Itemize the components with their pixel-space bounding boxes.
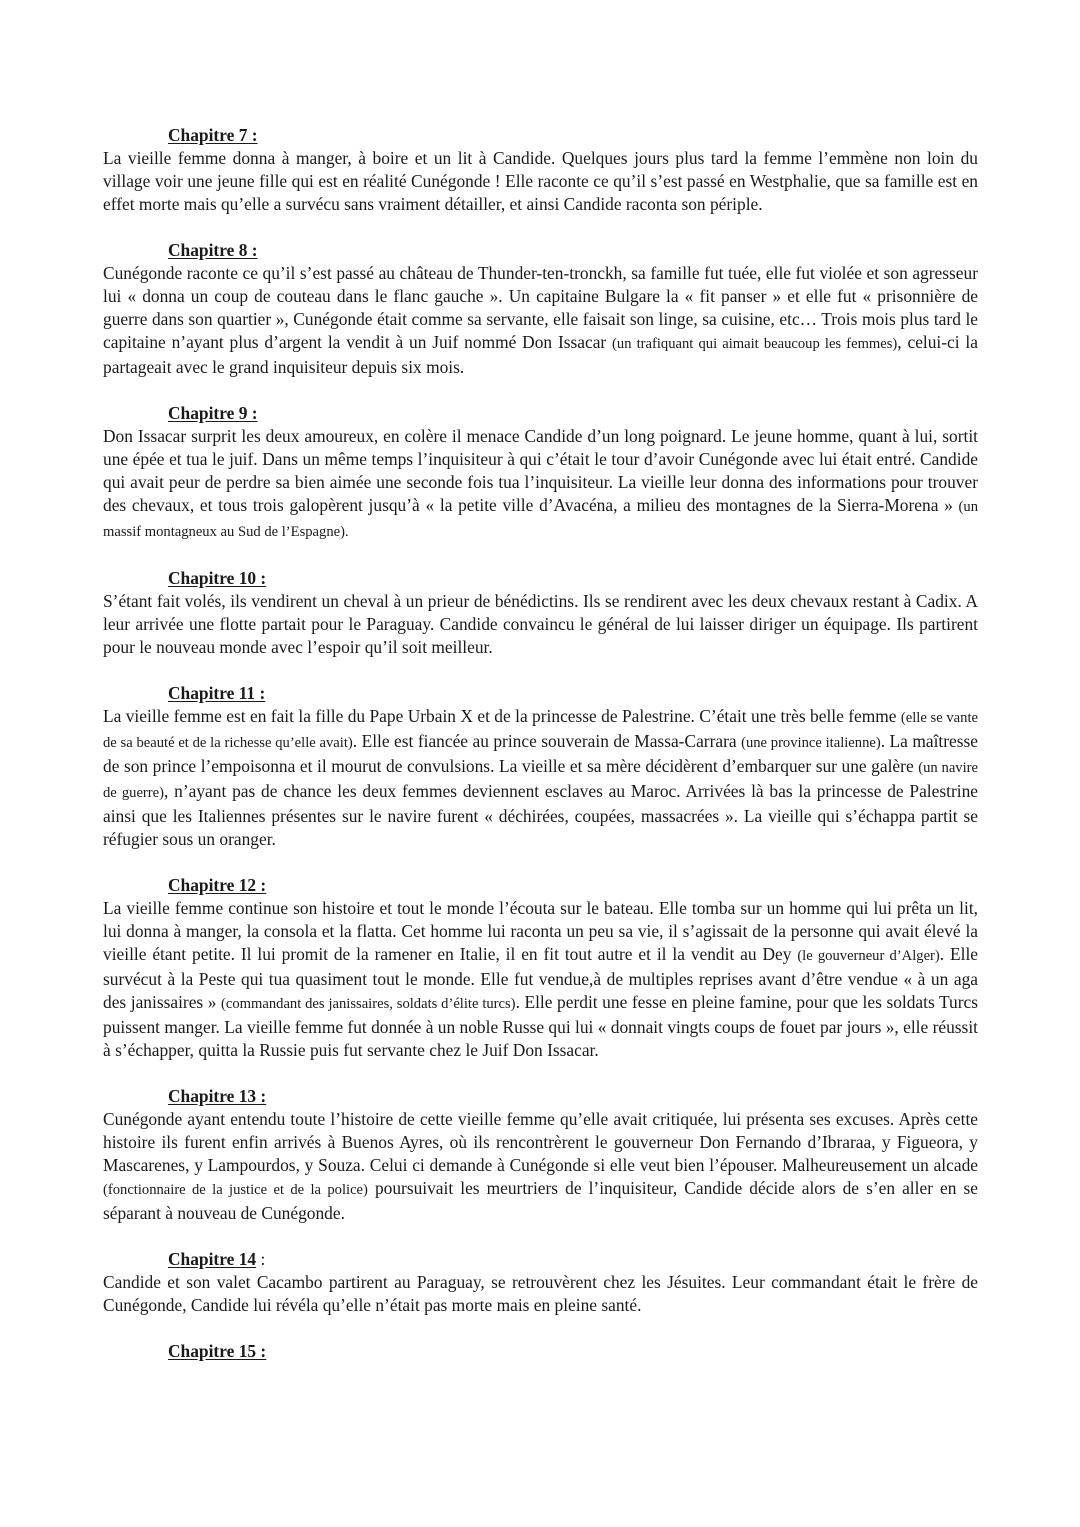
- chapter-summary: [103, 425, 978, 544]
- explanatory-note: (une province italienne): [741, 735, 881, 751]
- explanatory-note: (fonctionnaire de la justice et de la police): [103, 1182, 368, 1198]
- explanatory-note: (commandant des janissaires, soldats d’élite turcs): [221, 996, 516, 1012]
- document-content: [103, 124, 978, 1386]
- summary-text: Cunégonde ayant entendu toute l’histoire de cette vieille femme qu’elle avait critiquée, lui présenta ses excuses. Après cette histoire ils furent enfin arrivés à Buenos Ayres, où ils rencontrèrent le gouverneur Don Fernando d’Ibraraa, y Figueora, y Mascarenes, y Lampourdos, y Souza. Celui ci demande à Cunégonde si elle veut bien l’épouser. Malheureusement un alcade: [103, 1109, 978, 1175]
- chapter-section: [103, 402, 978, 544]
- chapter-title: Chapitre 13 :: [168, 1086, 267, 1106]
- chapter-heading: [103, 567, 978, 590]
- chapter-heading: [103, 1085, 978, 1108]
- explanatory-note: (un massif montagneux au Sud de l’Espagne).: [103, 499, 978, 540]
- chapter-heading: [103, 402, 978, 425]
- chapter-summary: [103, 1108, 978, 1225]
- chapter-title: Chapitre 14: [168, 1249, 257, 1269]
- summary-text: , n’ayant pas de chance les deux femmes deviennent esclaves au Maroc. Arrivées là bas la princesse de Palestrine ainsi que les Italiennes présentes sur le navire furent « déchirées, coupées, massacrées ». La vieille qui s’échappa partit se réfugier sous un oranger.: [103, 781, 978, 849]
- chapter-summary: [103, 897, 978, 1062]
- chapter-title: Chapitre 11 :: [168, 683, 266, 703]
- chapter-summary: [103, 262, 978, 379]
- summary-text: Candide et son valet Cacambo partirent au Paraguay, se retrouvèrent chez les Jésuites. Leur commandant était le frère de Cunégonde, Candide lui révéla qu’elle n’était pas morte mais en pleine santé.: [103, 1272, 978, 1315]
- explanatory-note: (un navire de guerre): [103, 760, 978, 801]
- summary-text: . Elle perdit une fesse en pleine famine, pour que les soldats Turcs puissent manger. La vieille femme fut donnée à un noble Russe qui lui « donnait vingts coups de fouet par jours », elle réussit à s’échapper, quitta la Russie puis fut servante chez le Juif Don Issacar.: [103, 992, 978, 1060]
- chapter-heading: [103, 124, 978, 147]
- explanatory-note: (elle se vante de sa beauté et de la richesse qu’elle avait): [103, 710, 978, 751]
- summary-text: . Elle survécut à la Peste qui tua quasiment tout le monde. Elle fut vendue,à de multiples reprises avant d’être vendue « à un aga des janissaires »: [103, 944, 978, 1012]
- chapter-section: [103, 682, 978, 851]
- chapter-section: [103, 124, 978, 216]
- chapter-section: [103, 874, 978, 1062]
- chapter-section: [103, 239, 978, 379]
- chapter-section: [103, 1085, 978, 1225]
- chapter-section: [103, 567, 978, 659]
- chapter-heading: [103, 239, 978, 262]
- chapter-heading: [103, 682, 978, 705]
- chapter-heading: [103, 1248, 978, 1271]
- chapter-summary: [103, 1271, 978, 1317]
- chapter-title: Chapitre 12 :: [168, 875, 267, 895]
- chapter-title: Chapitre 7 :: [168, 125, 258, 145]
- chapter-summary: [103, 705, 978, 851]
- chapter-title: Chapitre 9 :: [168, 403, 258, 423]
- chapter-summary: [103, 147, 978, 216]
- summary-text: poursuivait les meurtriers de l’inquisiteur, Candide décide alors de s’en aller en se séparant à nouveau de Cunégonde.: [103, 1178, 978, 1223]
- chapter-heading: [103, 1340, 978, 1363]
- summary-text: La vieille femme est en fait la fille du Pape Urbain X et de la princesse de Palestrine. C’était une très belle femme: [103, 706, 901, 726]
- summary-text: S’étant fait volés, ils vendirent un cheval à un prieur de bénédictins. Ils se rendirent avec les deux chevaux restant à Cadix. A leur arrivée une flotte partait pour le Paraguay. Candide convaincu le général de lui laisser diriger un équipage. Ils partirent pour le nouveau monde avec l’espoir qu’il soit meilleur.: [103, 591, 978, 657]
- chapter-heading: [103, 874, 978, 897]
- chapter-title: Chapitre 8 :: [168, 240, 258, 260]
- explanatory-note: (le gouverneur d’Alger): [797, 948, 940, 964]
- chapter-section: [103, 1340, 978, 1363]
- summary-text: Don Issacar surprit les deux amoureux, en colère il menace Candide d’un long poignard. Le jeune homme, quant à lui, sortit une épée et tua le juif. Dans un même temps l’inquisiteur à qui c’était le tour d’avoir Cunégonde avec lui était entré. Candide qui avait peur de perdre sa bien aimée une seconde fois tua l’inquisiteur. La vieille leur donna des informations pour trouver des chevaux, et tous trois galopèrent jusqu’à « la petite ville d’Avacéna, a milieu des montagnes de la Sierra-Morena »: [103, 426, 978, 515]
- summary-text: La vieille femme continue son histoire et tout le monde l’écouta sur le bateau. Elle tomba sur un homme qui lui prêta un lit, lui donna à manger, la consola et la flatta. Cet homme lui raconta un peu sa vie, il s’agissait de la personne qui avait élevé la vieille étant petite. Il lui promit de la ramener en Italie, il en fit tout autre et il la vendit au Dey: [103, 898, 978, 964]
- explanatory-note: (un trafiquant qui aimait beaucoup les femmes): [612, 336, 898, 352]
- chapter-title: Chapitre 10 :: [168, 568, 267, 588]
- chapter-title-suffix: :: [256, 1249, 266, 1269]
- chapter-section: [103, 1248, 978, 1317]
- summary-text: La vieille femme donna à manger, à boire et un lit à Candide. Quelques jours plus tard la femme l’emmène non loin du village voir une jeune fille qui est en réalité Cunégonde ! Elle raconte ce qu’il s’est passé en Westphalie, que sa famille est en effet morte mais qu’elle a survécu sans vraiment détailler, et ainsi Candide raconta son périple.: [103, 148, 978, 214]
- summary-text: . La maîtresse de son prince l’empoisonna et il mourut de convulsions. La vieille et sa mère décidèrent d’embarquer sur une galère: [103, 731, 979, 776]
- summary-text: Cunégonde raconte ce qu’il s’est passé au château de Thunder-ten-tronckh, sa famille fut tuée, elle fut violée et son agresseur lui « donna un coup de couteau dans le flanc gauche ». Un capitaine Bulgare la « fit panser » et elle fut « prisonnière de guerre dans son quartier », Cunégonde était comme sa servante, elle faisait son linge, sa cuisine, etc… Trois mois plus tard le capitaine n’ayant plus d’argent la vendit à un Juif nommé Don Issacar: [103, 263, 978, 352]
- chapter-title: Chapitre 15 :: [168, 1341, 267, 1361]
- summary-text: . Elle est fiancée au prince souverain de Massa-Carrara: [352, 731, 742, 751]
- summary-text: , celui-ci la partageait avec le grand inquisiteur depuis six mois.: [103, 332, 978, 377]
- chapter-summary: [103, 590, 978, 659]
